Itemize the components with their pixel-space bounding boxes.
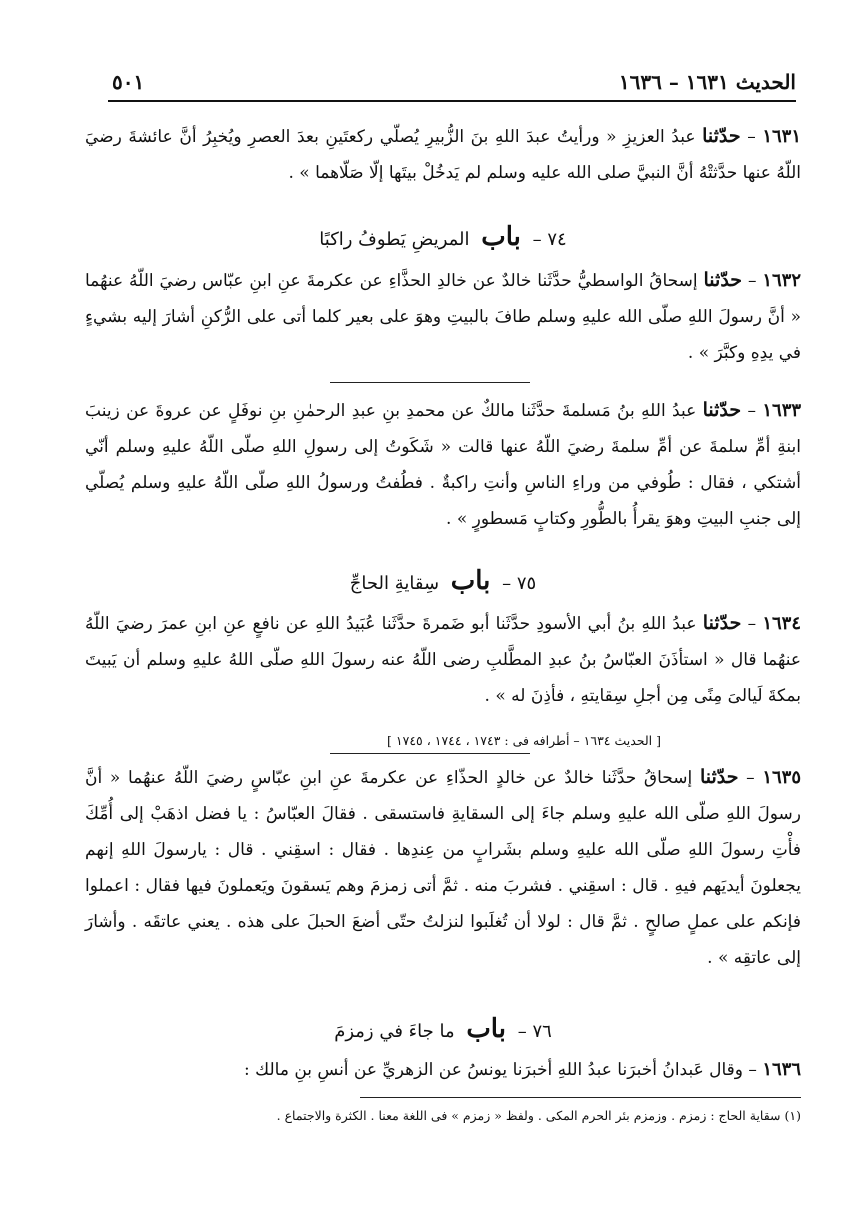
header-rule [108,100,796,102]
chapter-title: ما جاءَ في زمزمَ [334,1021,455,1042]
hadith-dash: – [746,768,755,788]
hadith-number: ١٦٣٤ [762,613,801,634]
chapter-title: المريضِ يَطوفُ راكبًا [319,229,470,250]
haddathana-word: حدّثنا [702,612,742,634]
hadith-text: عبدُ اللهِ بنُ أبي الأسودِ حدَّثَنا أبو ضَمرةَ حدَّثَنا عُبَيدُ اللهِ عن نافعٍ عنِ ابنِ عمرَ رضيَ اللّهُ عنهُما قال « استأذَنَ العبّاسُ بنُ عبدِ المطَّلبِ رضى اللّهُ عنه رسولَ اللهِ صلّى اللهُ عليهِ وسلم أن يَبيتَ بمكةَ لَيالىَ مِنًى مِن أجلِ سِقايتهِ ، فأذِنَ له » . [85,614,801,706]
haddathana-word: حدّثنا [699,766,739,788]
hadith-1633 [85,392,801,537]
hadith-text: إسحاقُ الواسطيُّ حدَّثَنا خالدٌ عن خالدِ الحذَّاءِ عن عكرمةَ عنِ ابنِ عبّاس رضيَ اللّهُ عنهُما « أنَّ رسولَ اللهِ صلّى الله عليهِ وسلم طافَ بالبيتِ وهوَ على بعير كلما أتى على الرُّكنِ أشارَ إليه بشيءٍ في يدِهِ وكبَّرَ » . [85,271,801,363]
bab-word: باب [481,222,521,252]
separator-line [330,753,530,754]
cross-reference-note: [ الحديث ١٦٣٤ – أطرافه فى : ١٧٤٣ ، ١٧٤٤ ، ١٧٤٥ ] [387,733,661,748]
hadith-1632 [85,262,801,371]
hadith-1635 [85,759,801,976]
footnote: (١) سقاية الحاج : زمزم . وزمزم بئر الحرم المكى . ولفظ « زمزم » فى اللغة معنا . الكثرة والاجتماع . [276,1108,801,1123]
hadith-text: عبدُ العزيزِ « ورأيتُ عبدَ اللهِ بنَ الزُّبيرِ يُصلّي ركعتَينِ بعدَ العصرِ ويُخبِرُ أنَّ عائشةَ رضيَ اللّهُ عنها حدَّثتْهُ أنَّ النبيَّ صلى الله عليه وسلم لم يَدخُلْ بيتَها إلّا صَلّاهما » . [85,127,801,183]
hadith-text: – وقال عَبدانُ أخبرَنا عبدُ اللهِ أخبرَنا يونسُ عن الزهريِّ عن أنسِ بنِ مالك : [244,1060,757,1080]
separator-line [330,382,530,383]
hadith-number: ١٦٣٢ [762,270,801,291]
chapter-number: ٧٤ – [532,229,567,250]
hadith-number: ١٦٣٣ [762,400,802,421]
chapter-title: سِقايةِ الحاجِّ [349,573,440,594]
bab-word: باب [450,566,491,596]
hadith-number: ١٦٣٦ [762,1059,801,1080]
hadith-text: عبدُ اللهِ بنُ مَسلمةَ حدَّثَنا مالكٌ عن محمدِ بنِ عبدِ الرحمٰنِ بنِ نوفَلٍ عن عروةَ عن زينبَ ابنةِ أمِّ سلمةَ عن أمِّ سلمةَ رضيَ اللّهُ عنها قالت « شَكَوتُ إلى رسولِ اللهِ صلّى اللّهُ عليهِ وسلم أنّي أشتكي ، فقال : طُوفي من وراءِ الناسِ وأنتِ راكبةٌ . فطُفتُ ورسولُ اللهِ صلّى اللّهُ عليهِ وسلم يُصلّي إلى جنبِ البيتِ وهوَ يقرأُ بالطُّورِ وكتابٍ مَسطورٍ » . [85,401,801,529]
hadith-number: ١٦٣١ [762,126,801,147]
chapter-75-heading [85,566,801,596]
footnote-rule [360,1097,801,1098]
hadith-dash: – [747,614,757,634]
chapter-76-heading [85,1014,801,1044]
page-number: ٥٠١ [112,70,145,94]
haddathana-word: حدّثنا [702,125,741,147]
running-title: الحديث ١٦٣١ – ١٦٣٦ [618,70,796,94]
hadith-text: إسحاقُ حدَّثَنا خالدٌ عن خالدٍ الحذّاءِ عن عكرمةَ عنِ ابنِ عبّاسٍ رضيَ اللّهُ عنهُما « أنَّ رسولَ اللهِ صلّى الله عليهِ وسلم جاءَ إلى السقايةِ فاستسقى . فقالَ العبّاسُ : يا فضل اذهَبْ إلى أُمِّكَ فأْتِ رسولَ اللهِ صلّى الله عليهِ وسلم بشَرابٍ من عِندِها . فقال : اسقِني . قال : يارسولَ اللهِ إنهم يجعلونَ أيديَهم فيهِ . قال : اسقِني . فشربَ منه . ثمَّ أتى زمزمَ وهم يَسقونَ ويَعملونَ فيها فقال : اعملوا فإنكم على عملٍ صالحٍ . ثمَّ قال : لولا أن تُغلَبوا لنزلتُ حتّى أضعَ الحبلَ على هذه . يعني عاتقَه . وأشارَ إلى عاتقِه » . [85,768,801,968]
hadith-number: ١٦٣٥ [762,767,802,788]
hadith-1634 [85,605,801,714]
page-header [108,66,796,102]
hadith-dash: – [747,127,756,147]
chapter-number: ٧٦ – [517,1021,552,1042]
hadith-dash: – [747,271,757,291]
bab-word: باب [466,1014,506,1044]
hadith-dash: – [747,401,757,421]
haddathana-word: حدّثنا [703,269,743,291]
chapter-74-heading [85,222,801,252]
hadith-1631 [85,118,801,191]
hadith-1636 [85,1052,801,1088]
chapter-number: ٧٥ – [502,573,537,594]
haddathana-word: حدّثنا [702,399,742,421]
